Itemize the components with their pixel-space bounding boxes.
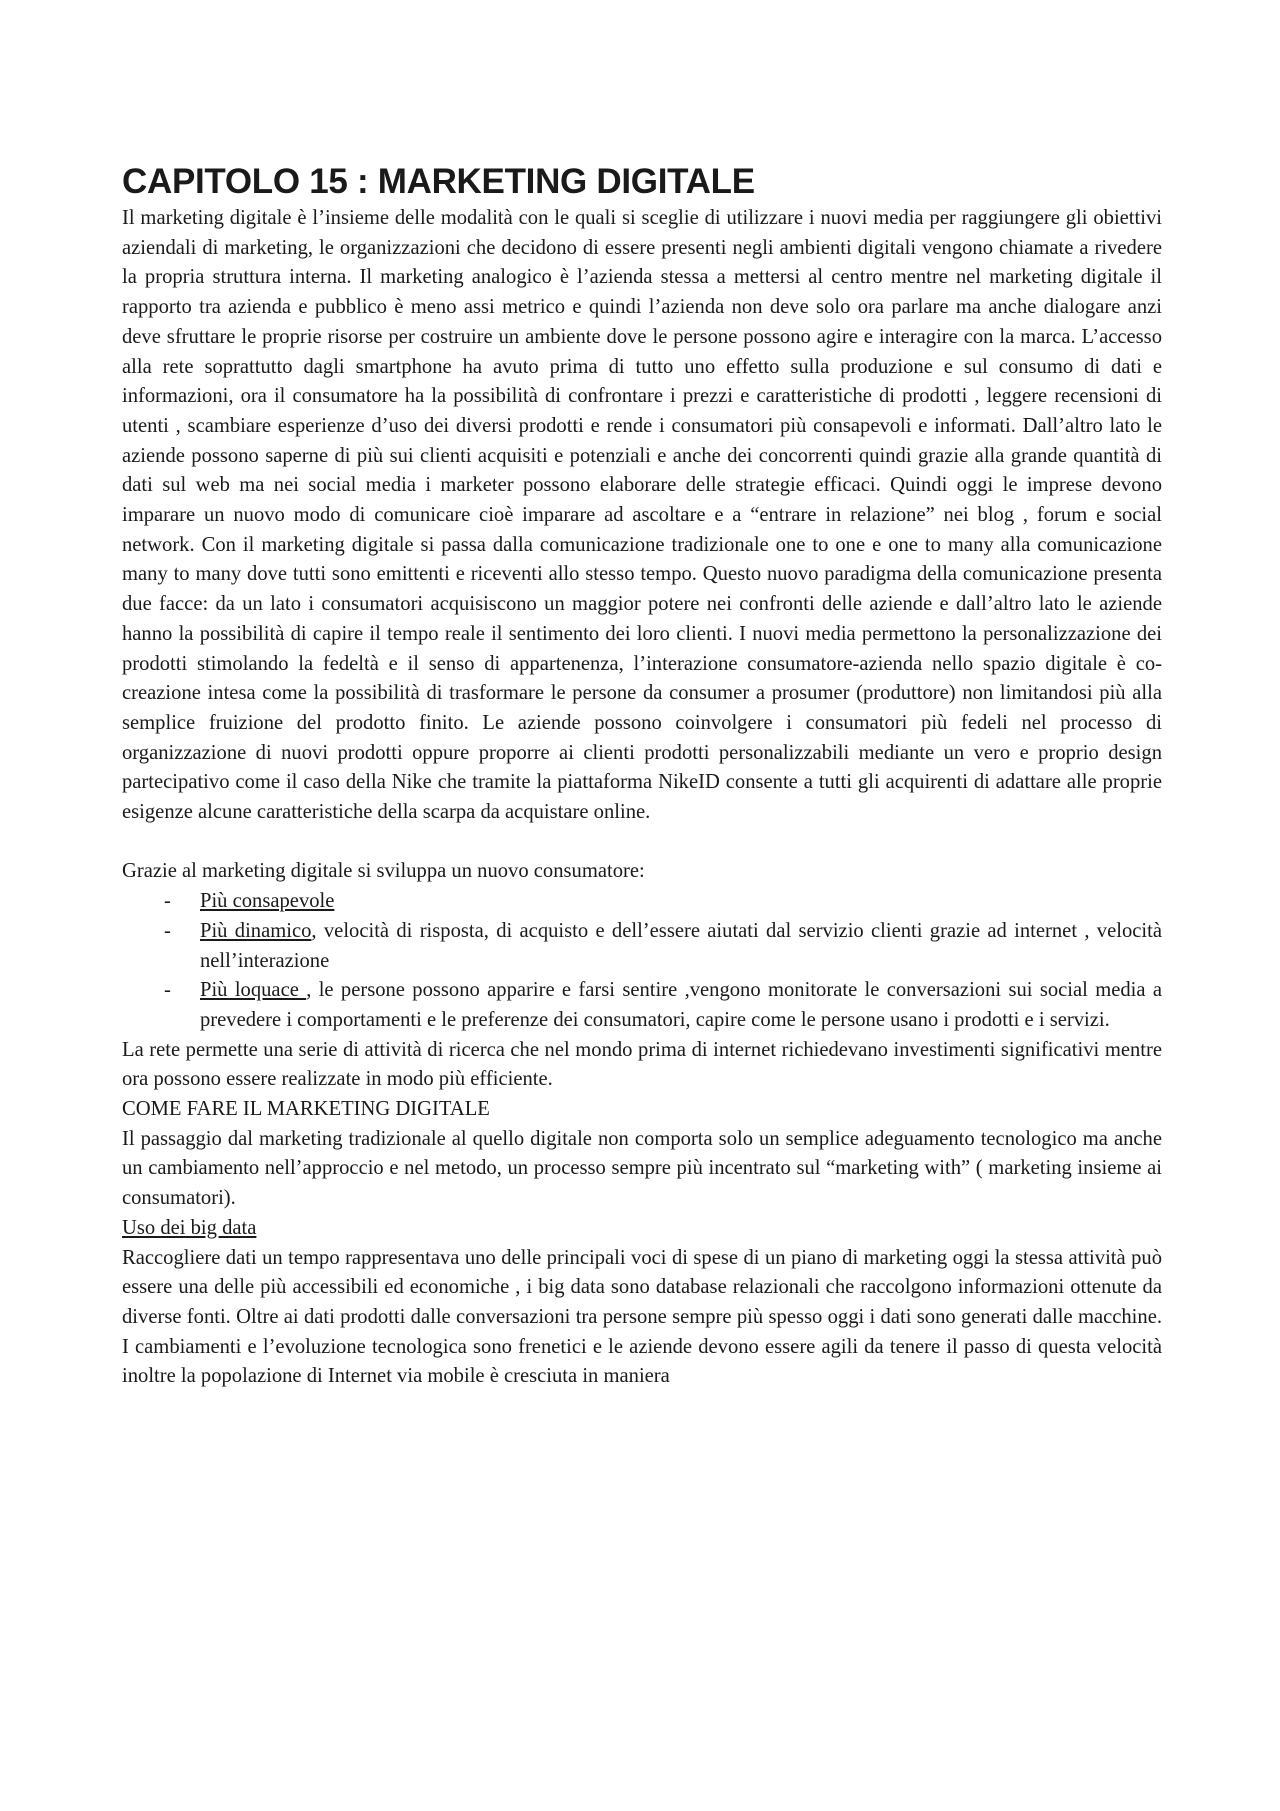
list-item-term: Più dinamico (200, 919, 312, 942)
list-dash: - (164, 979, 171, 1002)
list-item-text: , velocità di risposta, di acquisto e dell’essere aiutati dal servizio clienti grazie ad internet , velocità nell’interazione (200, 919, 1162, 972)
subheading-big-data: Uso dei big data (122, 1216, 257, 1239)
list-dash: - (164, 919, 171, 942)
list-item (122, 917, 1162, 976)
list-dash: - (164, 890, 171, 913)
list-item-term: Più consapevole (200, 890, 335, 913)
chapter-title: CAPITOLO 15 : MARKETING DIGITALE (122, 162, 755, 201)
how-to-paragraph: Il passaggio dal marketing tradizionale al quello digitale non comporta solo un semplice adeguamento tecnologico ma anche un cambiamento nell’approccio e nel metodo, un processo sempre più incentrato sul “marketing with” ( marketing insieme ai consumatori). (122, 1127, 1162, 1210)
document-page (122, 160, 1162, 1392)
network-paragraph: La rete permette una serie di attività di ricerca che nel mondo prima di internet richiedevano investimenti significativi mentre ora possono essere realizzate in modo più efficiente. (122, 1038, 1162, 1091)
section-heading-how-to: COME FARE IL MARKETING DIGITALE (122, 1098, 490, 1121)
list-item (122, 887, 1162, 917)
list-item-term: Più loquace (200, 979, 307, 1002)
intro-paragraph: Il marketing digitale è l’insieme delle modalità con le quali si sceglie di utilizzare i nuovi media per raggiungere gli obiettivi aziendali di marketing, le organizzazioni che decidono di essere presenti negli ambienti digitali vengono chiamate a rivedere la propria struttura interna. Il marketing analogico è l’azienda stessa a mettersi al centro mentre nel marketing digitale il rapporto tra azienda e pubblico è meno assi metrico e quindi l’azienda non deve solo ora parlare ma anche dialogare anzi deve sfruttare le proprie risorse per costruire un ambiente dove le persone possono agire e interagire con la marca. L’accesso alla rete soprattutto dagli smartphone ha avuto prima di tutto uno effetto sulla produzione e sul consumo di dati e informazioni, ora il consumatore ha la possibilità di confrontare i prezzi e caratteristiche di prodotti , leggere recensioni di utenti , scambiare esperienze d’uso dei diversi prodotti e rende i consumatori più consapevoli e informati. Dall’altro lato le aziende possono saperne di più sui clienti acquisiti e potenziali e anche dei concorrenti quindi grazie alla grande quantità di dati sul web ma nei social media i marketer possono elaborare delle strategie efficaci. Quindi oggi le imprese devono imparare un nuovo modo di comunicare cioè imparare ad ascoltare e a “entrare in relazione” nei blog , forum e social network. Con il marketing digitale si passa dalla comunicazione tradizionale one to one e one to many alla comunicazione many to many dove tutti sono emittenti e riceventi allo stesso tempo. Questo nuovo paradigma della comunicazione presenta due facce: da un lato i consumatori acquisiscono un maggior potere nei confronti delle aziende e dall’altro lato le aziende hanno la possibilità di capire il tempo reale il sentimento dei loro clienti. I nuovi media permettono la personalizzazione dei prodotti stimolando la fedeltà e il senso di appartenenza, l’interazione consumatore-azienda nello spazio digitale è co-creazione intesa come la possibilità di trasformare le persone da consumer a prosumer (produttore) non limitandosi più alla semplice fruizione del prodotto finito. Le aziende possono coinvolgere i consumatori più fedeli nel processo di organizzazione di nuovi prodotti oppure proporre ai clienti prodotti personalizzabili mediante un vero e proprio design partecipativo come il caso della Nike che tramite la piattaforma NikeID consente a tutti gli acquirenti di adattare alle proprie esigenze alcune caratteristiche della scarpa da acquistare online. (122, 207, 1162, 824)
consumer-traits-list (122, 887, 1162, 1036)
consumer-intro-paragraph: Grazie al marketing digitale si sviluppa un nuovo consumatore: (122, 860, 645, 883)
list-item (122, 976, 1162, 1035)
big-data-paragraph: Raccogliere dati un tempo rappresentava uno delle principali voci di spese di un piano di marketing oggi la stessa attività può essere una delle più accessibili ed economiche , i big data sono database relazionali che raccolgono informazioni ottenute da diverse fonti. Oltre ai dati prodotti dalle conversazioni tra persone sempre più spesso oggi i dati sono generati dalle macchine. I cambiamenti e l’evoluzione tecnologica sono frenetici e le aziende devono essere agili da tenere il passo di questa velocità inoltre la popolazione di Internet via mobile è cresciuta in maniera (122, 1246, 1162, 1388)
list-item-text: , le persone possono apparire e farsi sentire ,vengono monitorate le conversazioni sui social media a prevedere i comportamenti e le preferenze dei consumatori, capire come le persone usano i prodotti e i servizi. (200, 979, 1163, 1031)
